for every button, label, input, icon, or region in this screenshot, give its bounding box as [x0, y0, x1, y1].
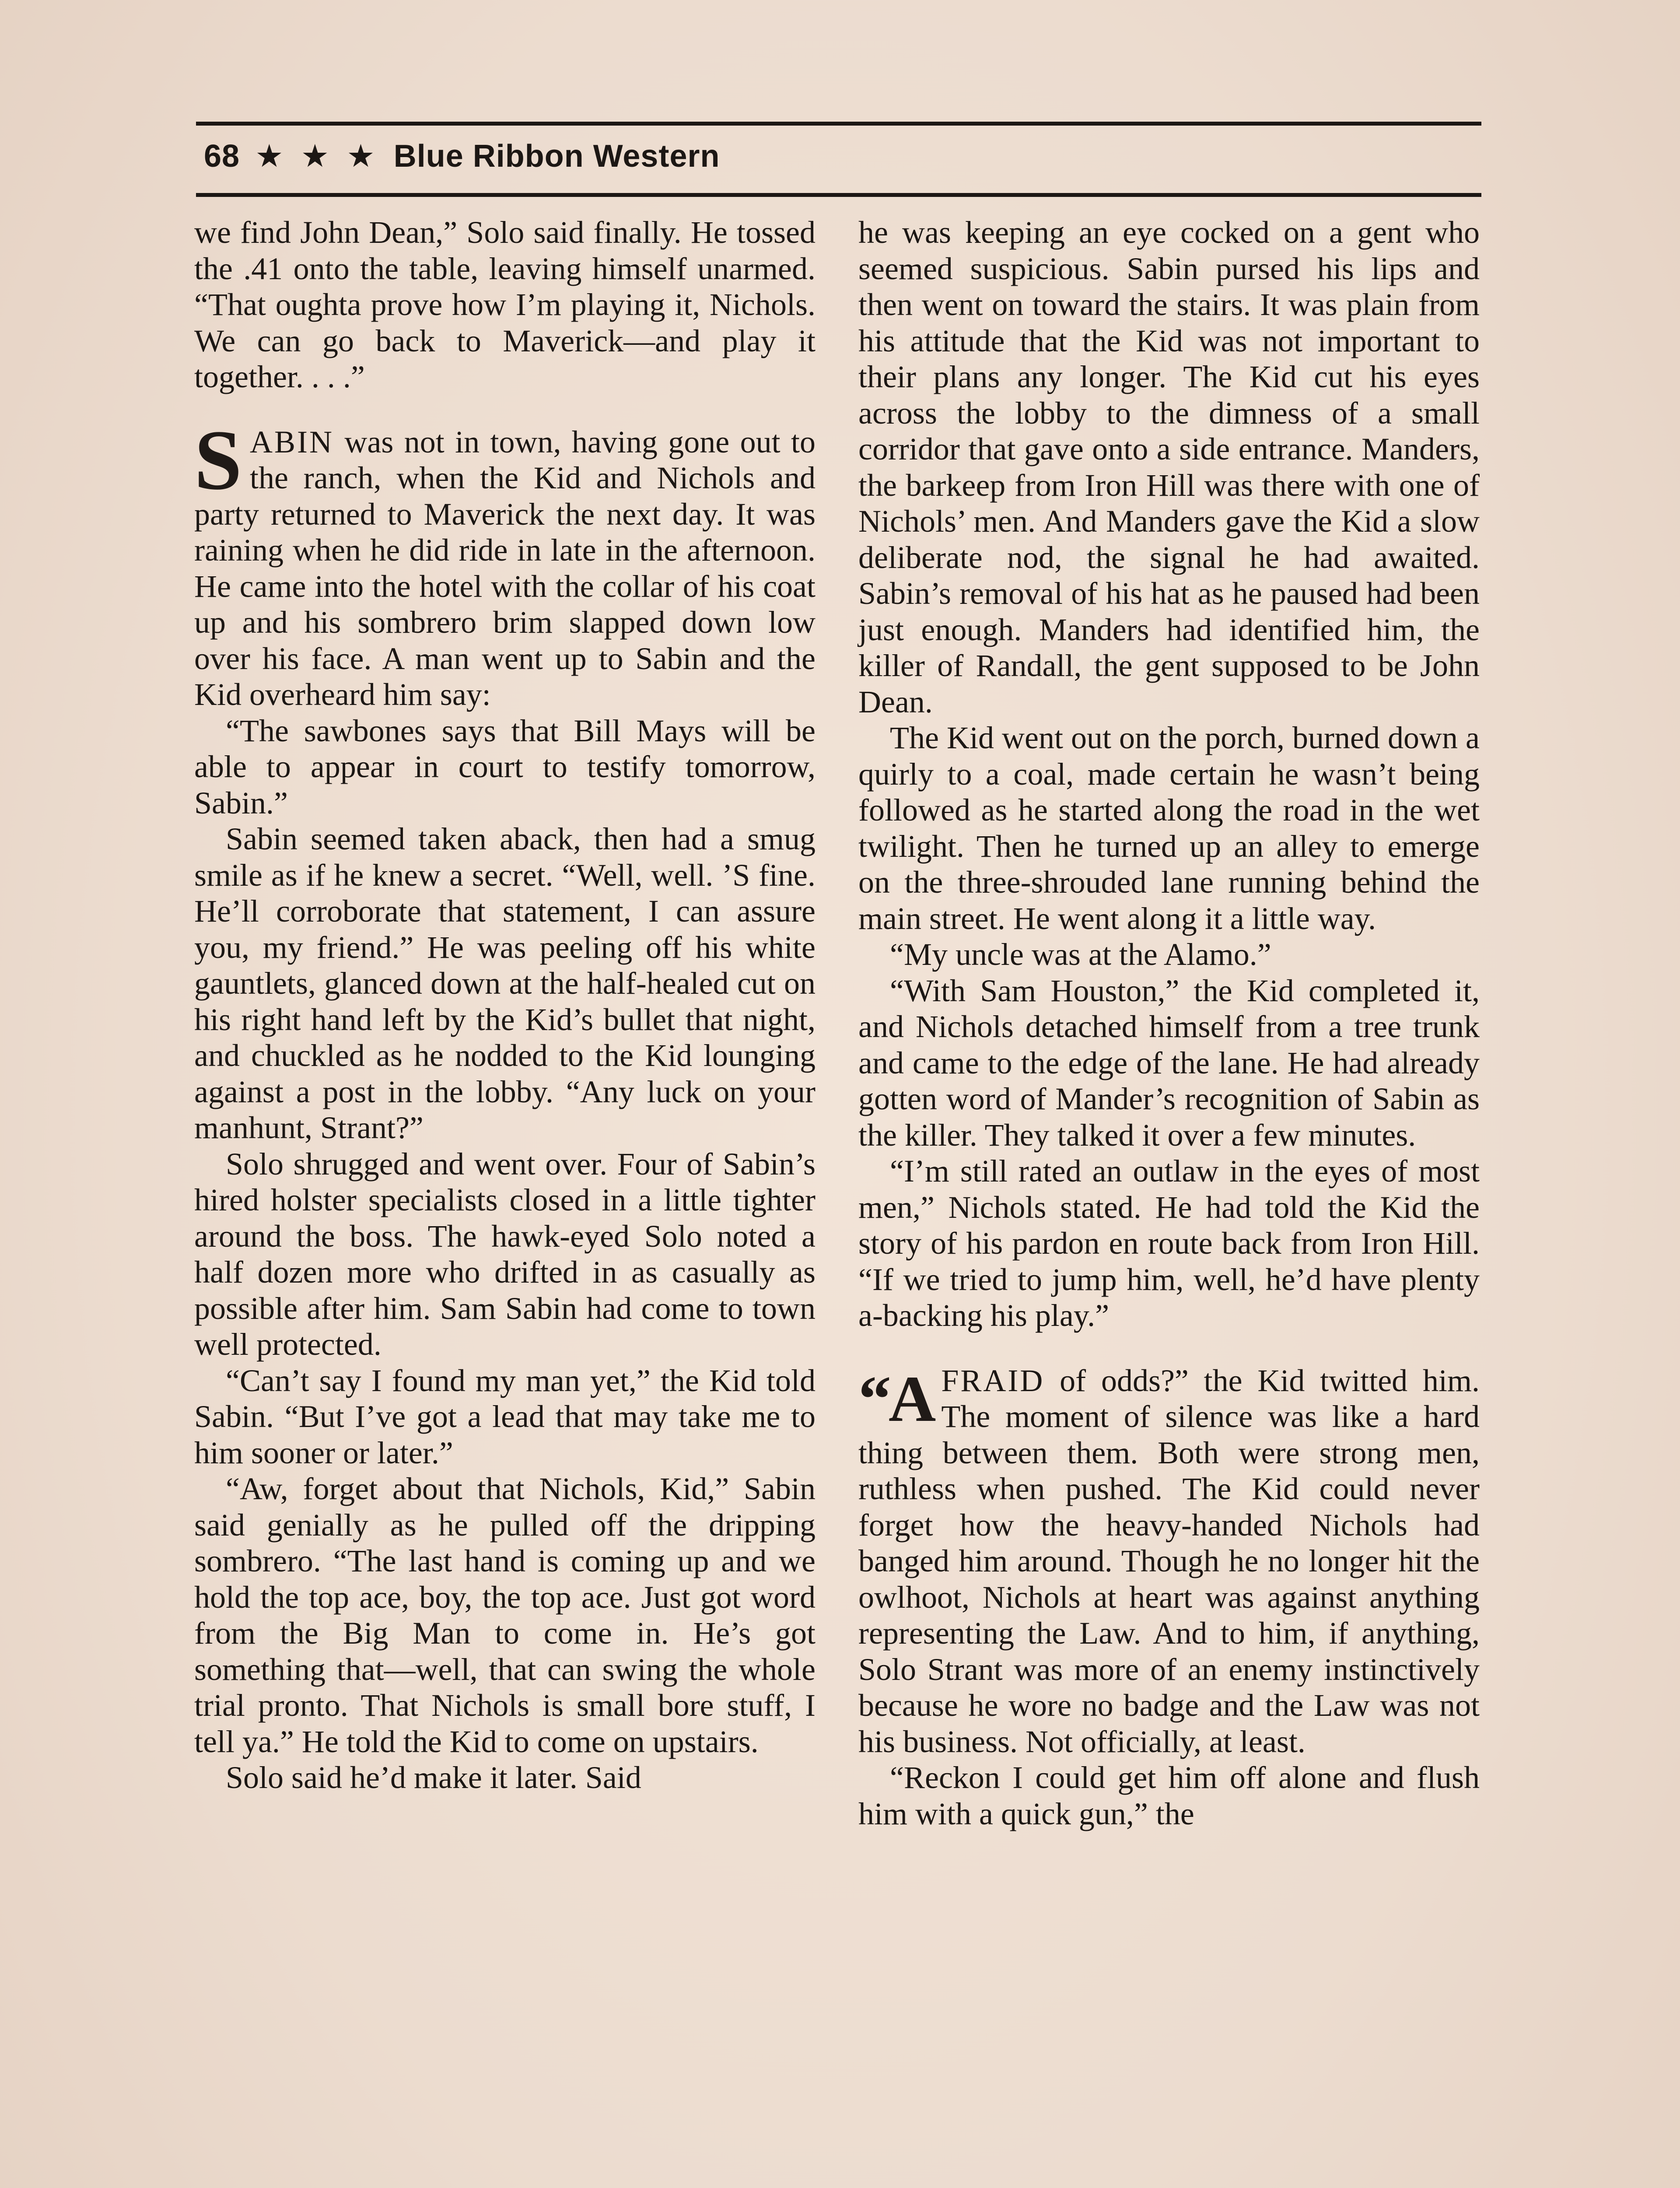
- paragraph-text: of odds?” the Kid twitted him. The moment of silence was like a hard thing between them. Both were strong men, ruthless when pushed. The Kid could never forget how the heavy-handed Nichols had banged him around. Though he no longer hit the owlhoot, Nichols at heart was against anything representing the Law. And to him, if anything, Solo Strant was more of an enemy instinctively because he wore no badge and the Law was not his business. Not officially, at least.: [858, 1363, 1480, 1759]
- paragraph: “I’m still rated an outlaw in the eyes of most men,” Nichols stated. He had told the Kid the story of his pardon en route back from Iron Hill. “If we tried to jump him, well, he’d have plenty a-backing his play.”: [858, 1154, 1480, 1333]
- paragraph-text: was not in town, having gone out to the ranch, when the Kid and Nichols and party returned to Maverick the next day. It was raining when he did ride in late in the afternoon. He came into the hotel with the collar of his coat up and his sombrero brim slapped down low over his face. A man went up to Sabin and the Kid overheard him say:: [194, 424, 816, 712]
- magazine-title: Blue Ribbon Western: [393, 139, 720, 174]
- paragraph: Sabin seemed taken aback, then had a smug smile as if he knew a secret. “Well, well. ’S fine. He’ll corroborate that statement, I can assure you, my friend.” He was peeling off his white gauntlets, glanced down at the half-healed cut on his right hand left by the Kid’s bullet that night, and chuckled as he nodded to the Kid lounging against a post in the lobby. “Any luck on your manhunt, Strant?”: [194, 821, 816, 1145]
- paragraph: “With Sam Houston,” the Kid completed it, and Nichols detached himself from a tree trunk and came to the edge of the lane. He had already gotten word of Mander’s recognition of Sabin as the killer. They talked it over a few minutes.: [858, 973, 1480, 1153]
- paragraph: “My uncle was at the Alamo.”: [890, 937, 1271, 972]
- paragraph: “Aw, forget about that Nichols, Kid,” Sabin said genially as he pulled off the dripping sombrero. “The last hand is coming up and we hold the top ace, boy, the top ace. Just got word from the Big Man to come in. He’s got something that—well, that can swing the whole trial pronto. That Nichols is small bore stuff, I tell ya.” He told the Kid to come on upstairs.: [194, 1471, 816, 1759]
- paragraph: The Kid went out on the porch, burned down a quirly to a coal, made certain he wasn’t being followed as he started along the road in the wet twilight. Then he turned up an alley to emerge on the three-shrouded lane running behind the main street. He went along it a little way.: [858, 720, 1480, 936]
- small-caps-lead: FRAID: [941, 1363, 1045, 1398]
- small-caps-lead: ABIN: [250, 424, 334, 459]
- left-column: [194, 214, 816, 2188]
- section-opening-paragraph: [858, 1363, 1480, 1760]
- header-text: [204, 134, 720, 178]
- paragraph: Solo said he’d make it later. Said: [226, 1760, 641, 1795]
- paragraph: “The sawbones says that Bill Mays will be able to appear in court to testify tomorrow, Sabin.”: [194, 713, 816, 820]
- paragraph: “Can’t say I found my man yet,” the Kid told Sabin. “But I’ve got a lead that may take me to him sooner or later.”: [194, 1363, 816, 1470]
- header-stars: ★ ★ ★: [255, 139, 379, 174]
- page-number: 68: [204, 139, 240, 174]
- running-header: [196, 122, 1481, 197]
- paragraph: he was keeping an eye cocked on a gent who seemed suspicious. Sabin pursed his lips and then went on toward the stairs. It was plain from his attitude that the Kid was not important to their plans any longer. The Kid cut his eyes across the lobby to the dimness of a small corridor that gave onto a side entrance. Manders, the barkeep from Iron Hill was there with one of Nichols’ men. And Manders gave the Kid a slow deliberate nod, the signal he had awaited. Sabin’s removal of his hat as he paused had been just enough. Manders had identified him, the killer of Randall, the gent supposed to be John Dean.: [858, 215, 1480, 719]
- right-column: [858, 214, 1480, 2188]
- drop-cap: S: [194, 412, 242, 508]
- paragraph: “Reckon I could get him off alone and flush him with a quick gun,” the: [858, 1760, 1480, 1831]
- section-opening-paragraph: [194, 412, 816, 713]
- paragraph: Solo shrugged and went over. Four of Sabin’s hired holster specialists closed in a little tighter around the boss. The hawk-eyed Solo noted a half dozen more who drifted in as casually as possible after him. Sam Sabin had come to town well protected.: [194, 1146, 816, 1362]
- paragraph: we find John Dean,” Solo said finally. He tossed the .41 onto the table, leaving himself unarmed. “That oughta prove how I’m playing it, Nichols. We can go back to Maverick—and play it together. . . .”: [194, 215, 816, 394]
- drop-cap: “A: [858, 1362, 934, 1435]
